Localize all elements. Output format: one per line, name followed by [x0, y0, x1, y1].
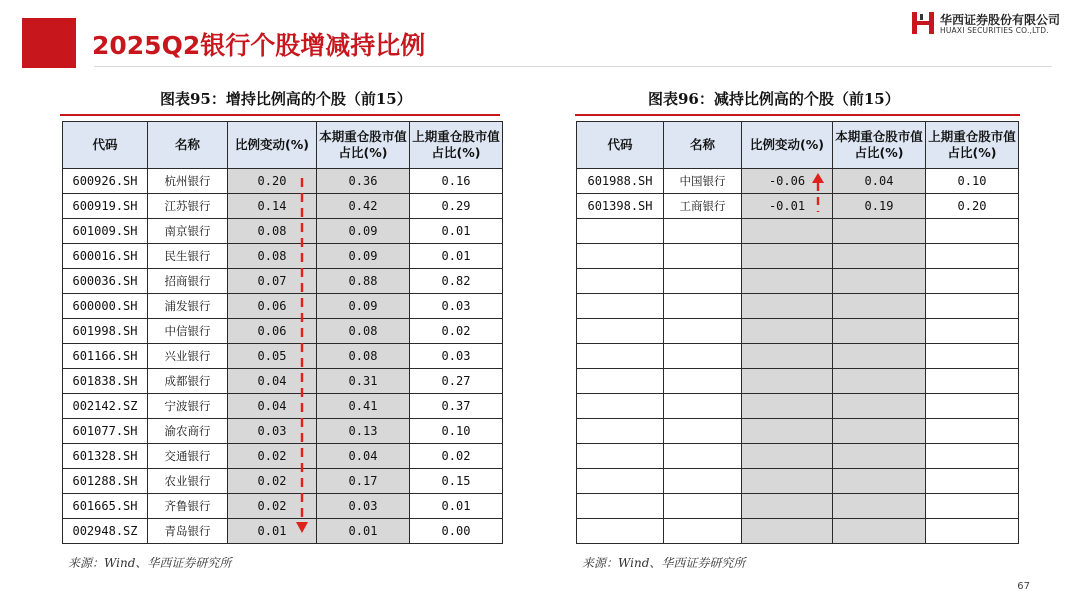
table-row [577, 319, 1019, 344]
left-cell-previous-share: 0.82 [410, 269, 503, 294]
left-cell-name: 民生银行 [148, 244, 228, 269]
table-row [577, 519, 1019, 544]
left-cell-previous-share: 0.27 [410, 369, 503, 394]
up-arrow-icon [808, 172, 828, 214]
left-cell-previous-share: 0.02 [410, 444, 503, 469]
table-row [63, 494, 503, 519]
right-cell-change: -0.06 [742, 169, 833, 194]
right-cell-code [577, 369, 664, 394]
table-row [577, 294, 1019, 319]
right-header-code: 代码 [577, 122, 664, 169]
right-source-note: 来源：Wind、华西证券研究所 [582, 556, 746, 570]
left-cell-current-share: 0.04 [317, 444, 410, 469]
left-cell-current-share: 0.36 [317, 169, 410, 194]
right-cell-change [742, 369, 833, 394]
right-cell-change [742, 269, 833, 294]
left-table [62, 121, 503, 544]
left-cell-current-share: 0.09 [317, 294, 410, 319]
table-row [63, 369, 503, 394]
left-cell-change: 0.20 [228, 169, 317, 194]
table-row [577, 419, 1019, 444]
logo-en-text: HUAXI SECURITIES CO.,LTD. [940, 26, 1049, 35]
right-cell-code: 601398.SH [577, 194, 664, 219]
left-cell-code: 601998.SH [63, 319, 148, 344]
left-cell-code: 601166.SH [63, 344, 148, 369]
right-cell-name [664, 469, 742, 494]
table-row [577, 494, 1019, 519]
right-cell-change [742, 469, 833, 494]
left-cell-code: 600926.SH [63, 169, 148, 194]
right-cell-code [577, 469, 664, 494]
left-cell-current-share: 0.08 [317, 319, 410, 344]
right-cell-current-share [833, 369, 926, 394]
huaxi-logo-icon [910, 10, 936, 36]
left-cell-name: 江苏银行 [148, 194, 228, 219]
right-cell-current-share [833, 294, 926, 319]
left-cell-current-share: 0.41 [317, 394, 410, 419]
left-cell-previous-share: 0.15 [410, 469, 503, 494]
right-cell-previous-share [926, 319, 1019, 344]
left-cell-previous-share: 0.03 [410, 344, 503, 369]
right-cell-previous-share [926, 444, 1019, 469]
right-cell-code [577, 219, 664, 244]
right-cell-change [742, 519, 833, 544]
left-cell-change: 0.06 [228, 319, 317, 344]
left-header-code: 代码 [63, 122, 148, 169]
left-cell-code: 600919.SH [63, 194, 148, 219]
right-cell-name [664, 294, 742, 319]
left-cell-change: 0.14 [228, 194, 317, 219]
right-cell-code [577, 394, 664, 419]
left-cell-previous-share: 0.00 [410, 519, 503, 544]
left-cell-change: 0.08 [228, 244, 317, 269]
left-cell-current-share: 0.09 [317, 244, 410, 269]
right-cell-change: -0.01 [742, 194, 833, 219]
right-cell-current-share [833, 419, 926, 444]
slide-title: 2025Q2银行个股增减持比例 [92, 31, 426, 60]
right-cell-previous-share: 0.10 [926, 169, 1019, 194]
table-row [63, 519, 503, 544]
left-chart-title: 图表95：增持比例高的个股（前15） [160, 90, 412, 108]
left-cell-code: 601665.SH [63, 494, 148, 519]
left-cell-name: 招商银行 [148, 269, 228, 294]
left-cell-name: 农业银行 [148, 469, 228, 494]
right-cell-previous-share [926, 419, 1019, 444]
right-cell-code [577, 269, 664, 294]
right-cell-code [577, 519, 664, 544]
right-cell-previous-share [926, 244, 1019, 269]
left-cell-previous-share: 0.01 [410, 494, 503, 519]
left-header-name: 名称 [148, 122, 228, 169]
right-cell-code [577, 319, 664, 344]
left-cell-current-share: 0.13 [317, 419, 410, 444]
right-cell-code [577, 494, 664, 519]
right-header-previous-share: 上期重仓股市值占比(%) [926, 122, 1019, 169]
right-table [576, 121, 1019, 544]
table-row [577, 194, 1019, 219]
right-cell-name: 中国银行 [664, 169, 742, 194]
right-cell-current-share: 0.19 [833, 194, 926, 219]
right-cell-current-share [833, 319, 926, 344]
right-cell-code: 601988.SH [577, 169, 664, 194]
table-row [63, 344, 503, 369]
right-cell-previous-share [926, 344, 1019, 369]
right-cell-code [577, 444, 664, 469]
left-cell-code: 601077.SH [63, 419, 148, 444]
right-cell-name: 工商银行 [664, 194, 742, 219]
left-cell-current-share: 0.31 [317, 369, 410, 394]
left-cell-previous-share: 0.10 [410, 419, 503, 444]
right-cell-previous-share [926, 469, 1019, 494]
left-header-current-share: 本期重仓股市值占比(%) [317, 122, 410, 169]
table-row [63, 169, 503, 194]
table-row [577, 244, 1019, 269]
table-row [577, 369, 1019, 394]
left-cell-code: 600036.SH [63, 269, 148, 294]
right-chart-title: 图表96：减持比例高的个股（前15） [648, 90, 900, 108]
table-row [63, 244, 503, 269]
left-cell-change: 0.06 [228, 294, 317, 319]
table-row [577, 344, 1019, 369]
left-cell-change: 0.02 [228, 444, 317, 469]
right-cell-current-share [833, 469, 926, 494]
left-cell-code: 601009.SH [63, 219, 148, 244]
left-cell-code: 002948.SZ [63, 519, 148, 544]
left-cell-change: 0.04 [228, 369, 317, 394]
right-title-rule [575, 114, 1020, 116]
left-cell-current-share: 0.01 [317, 519, 410, 544]
right-cell-change [742, 419, 833, 444]
left-header-change: 比例变动(%) [228, 122, 317, 169]
left-cell-name: 齐鲁银行 [148, 494, 228, 519]
left-cell-name: 渝农商行 [148, 419, 228, 444]
left-cell-name: 兴业银行 [148, 344, 228, 369]
right-cell-previous-share: 0.20 [926, 194, 1019, 219]
left-cell-previous-share: 0.29 [410, 194, 503, 219]
right-cell-name [664, 369, 742, 394]
right-cell-current-share [833, 219, 926, 244]
right-table-body [577, 169, 1019, 544]
table-row [63, 444, 503, 469]
right-cell-current-share [833, 344, 926, 369]
right-cell-code [577, 294, 664, 319]
right-cell-change [742, 244, 833, 269]
right-cell-name [664, 319, 742, 344]
table-row [577, 169, 1019, 194]
right-cell-previous-share [926, 369, 1019, 394]
right-cell-name [664, 494, 742, 519]
right-cell-previous-share [926, 494, 1019, 519]
right-cell-name [664, 244, 742, 269]
right-cell-name [664, 419, 742, 444]
left-cell-change: 0.04 [228, 394, 317, 419]
right-cell-change [742, 394, 833, 419]
left-cell-change: 0.01 [228, 519, 317, 544]
right-cell-previous-share [926, 519, 1019, 544]
right-cell-current-share [833, 394, 926, 419]
left-cell-current-share: 0.42 [317, 194, 410, 219]
page-number: 67 [1017, 581, 1030, 592]
right-cell-change [742, 444, 833, 469]
right-header-name: 名称 [664, 122, 742, 169]
right-header-change: 比例变动(%) [742, 122, 833, 169]
right-cell-name [664, 269, 742, 294]
left-cell-name: 宁波银行 [148, 394, 228, 419]
left-cell-change: 0.02 [228, 494, 317, 519]
logo-cn-text: 华西证券股份有限公司 [940, 13, 1061, 27]
table-row [63, 319, 503, 344]
left-cell-code: 601328.SH [63, 444, 148, 469]
table-row [577, 444, 1019, 469]
right-cell-code [577, 344, 664, 369]
left-cell-previous-share: 0.02 [410, 319, 503, 344]
left-cell-code: 002142.SZ [63, 394, 148, 419]
right-cell-name [664, 444, 742, 469]
right-cell-change [742, 319, 833, 344]
right-cell-name [664, 344, 742, 369]
right-header-current-share: 本期重仓股市值占比(%) [833, 122, 926, 169]
right-cell-change [742, 344, 833, 369]
left-cell-previous-share: 0.01 [410, 244, 503, 269]
left-cell-code: 600016.SH [63, 244, 148, 269]
left-cell-previous-share: 0.37 [410, 394, 503, 419]
left-cell-previous-share: 0.03 [410, 294, 503, 319]
left-cell-name: 成都银行 [148, 369, 228, 394]
right-cell-previous-share [926, 394, 1019, 419]
table-row [63, 194, 503, 219]
down-arrow-icon [292, 174, 312, 536]
company-logo [910, 10, 1070, 38]
right-cell-previous-share [926, 269, 1019, 294]
right-cell-current-share [833, 244, 926, 269]
right-cell-previous-share [926, 294, 1019, 319]
right-cell-name [664, 519, 742, 544]
left-cell-name: 南京银行 [148, 219, 228, 244]
left-cell-code: 601288.SH [63, 469, 148, 494]
left-cell-name: 中信银行 [148, 319, 228, 344]
right-header-row [577, 122, 1019, 169]
left-cell-name: 浦发银行 [148, 294, 228, 319]
right-cell-current-share [833, 269, 926, 294]
right-cell-current-share: 0.04 [833, 169, 926, 194]
right-cell-change [742, 294, 833, 319]
table-row [63, 219, 503, 244]
left-cell-current-share: 0.88 [317, 269, 410, 294]
title-accent-block [22, 18, 76, 68]
right-cell-current-share [833, 444, 926, 469]
left-cell-change: 0.03 [228, 419, 317, 444]
left-cell-change: 0.05 [228, 344, 317, 369]
right-cell-change [742, 219, 833, 244]
left-cell-previous-share: 0.01 [410, 219, 503, 244]
right-cell-change [742, 494, 833, 519]
table-row [63, 269, 503, 294]
table-row [63, 394, 503, 419]
left-cell-current-share: 0.17 [317, 469, 410, 494]
right-cell-name [664, 394, 742, 419]
table-row [577, 394, 1019, 419]
left-cell-code: 600000.SH [63, 294, 148, 319]
left-cell-code: 601838.SH [63, 369, 148, 394]
left-header-previous-share: 上期重仓股市值占比(%) [410, 122, 503, 169]
right-cell-previous-share [926, 219, 1019, 244]
right-cell-code [577, 419, 664, 444]
left-cell-change: 0.07 [228, 269, 317, 294]
table-row [63, 419, 503, 444]
table-row [577, 219, 1019, 244]
left-cell-change: 0.08 [228, 219, 317, 244]
table-row [63, 469, 503, 494]
left-cell-name: 青岛银行 [148, 519, 228, 544]
left-title-rule [60, 114, 500, 116]
table-row [577, 469, 1019, 494]
left-cell-current-share: 0.08 [317, 344, 410, 369]
right-cell-current-share [833, 494, 926, 519]
table-row [63, 294, 503, 319]
right-cell-current-share [833, 519, 926, 544]
left-cell-name: 交通银行 [148, 444, 228, 469]
left-table-body [63, 169, 503, 544]
table-row [577, 269, 1019, 294]
left-cell-name: 杭州银行 [148, 169, 228, 194]
left-cell-change: 0.02 [228, 469, 317, 494]
left-source-note: 来源：Wind、华西证券研究所 [68, 556, 232, 570]
left-cell-current-share: 0.09 [317, 219, 410, 244]
title-divider [94, 66, 1052, 67]
right-cell-code [577, 244, 664, 269]
left-cell-current-share: 0.03 [317, 494, 410, 519]
right-cell-name [664, 219, 742, 244]
left-cell-previous-share: 0.16 [410, 169, 503, 194]
left-header-row [63, 122, 503, 169]
